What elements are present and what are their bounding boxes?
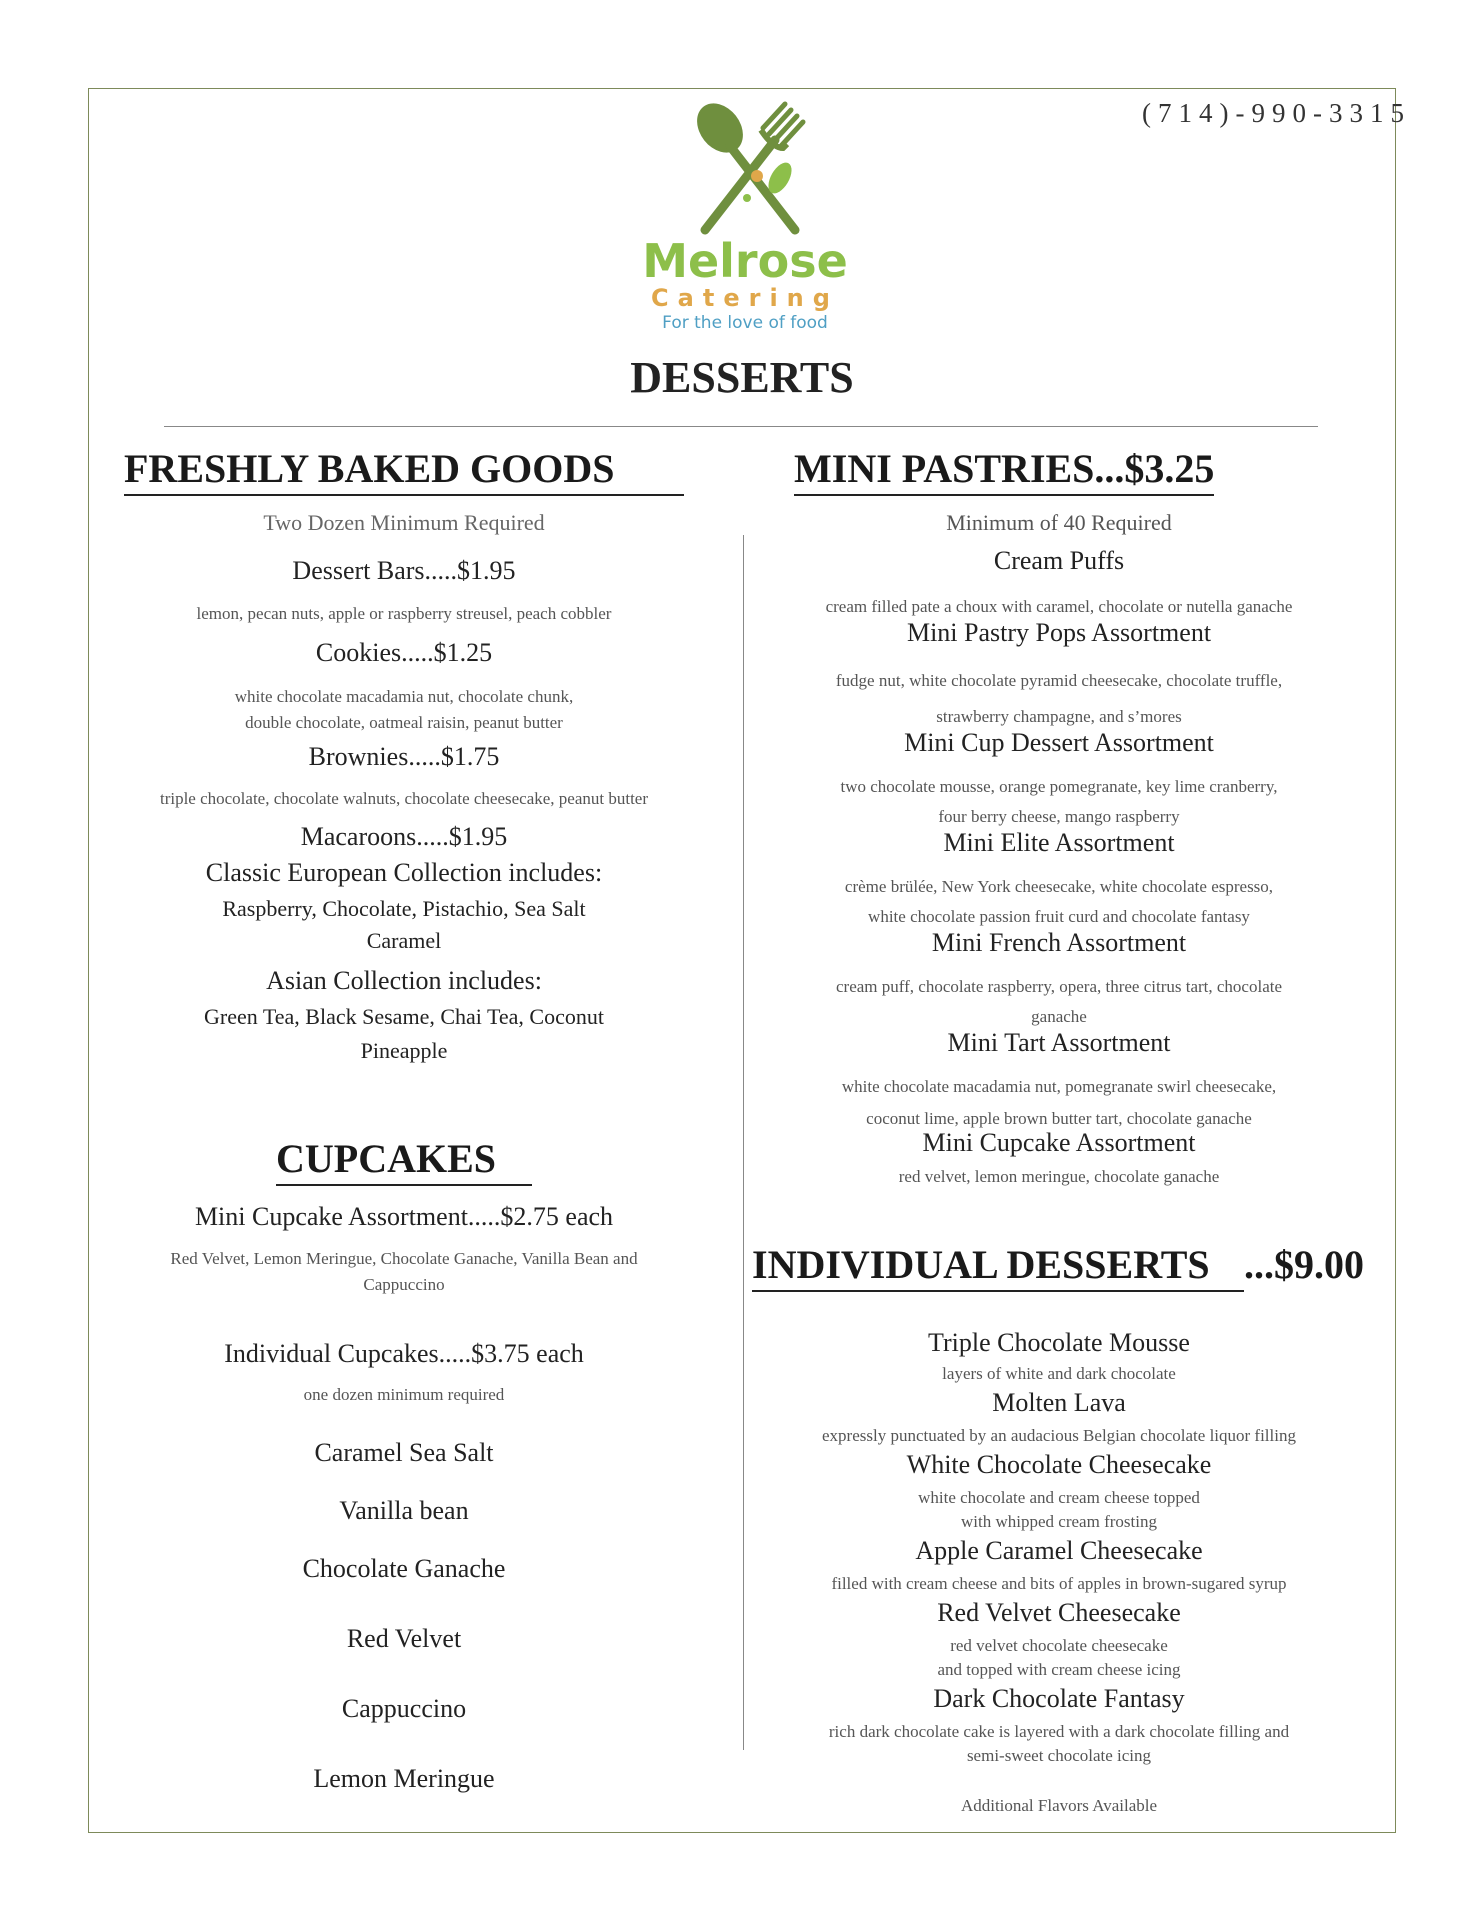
item-desc: ganache (1031, 1007, 1087, 1026)
item-desc: triple chocolate, chocolate walnuts, chocolate cheesecake, peanut butter (159, 789, 649, 808)
pastries-requirement: Minimum of 40 Required (946, 510, 1172, 535)
pastry-item: Cream Puffs (993, 546, 1125, 575)
item-desc: rich dark chocolate cake is layered with a dark chocolate filling and (828, 1722, 1290, 1741)
item-desc: strawberry champagne, and s’mores (936, 707, 1182, 726)
right-column (742, 444, 1376, 1824)
baked-requirement: Two Dozen Minimum Required (263, 510, 545, 535)
phone-number[interactable]: (714)-990-3315 (1142, 98, 1411, 128)
item-desc: Red Velvet, Lemon Meringue, Chocolate Ganache, Vanilla Bean and (170, 1249, 638, 1268)
item-desc: four berry cheese, mango raspberry (938, 807, 1180, 826)
individual-desserts-heading (752, 1240, 1382, 1292)
pastry-item: Mini Cupcake Assortment (922, 1128, 1196, 1157)
cupcake-flavor: Lemon Meringue (313, 1764, 495, 1793)
cupcakes-heading: CUPCAKES (276, 1134, 532, 1186)
item-desc: two chocolate mousse, orange pomegranate, key lime cranberry, (840, 777, 1278, 796)
item-macaroons: Macaroons.....$1.95 (300, 822, 508, 851)
fork-spoon-icon (675, 98, 815, 240)
macaroons-asian-flavors: Pineapple (360, 1038, 448, 1063)
cupcake-flavor: Red Velvet (346, 1624, 462, 1653)
brand-tagline: For the love of food (662, 313, 828, 333)
mini-pastries-heading: MINI PASTRIES...$3.25 (794, 444, 1214, 496)
item-individual-cupcakes: Individual Cupcakes.....$3.75 each (224, 1339, 584, 1368)
individual-desserts-price: ...$9.00 (1244, 1242, 1364, 1287)
item-desc: red velvet, lemon meringue, chocolate ganache (898, 1167, 1220, 1186)
item-desc: fudge nut, white chocolate pyramid cheesecake, chocolate truffle, (835, 671, 1283, 690)
item-desc: layers of white and dark chocolate (942, 1364, 1176, 1383)
item-desc: cream filled pate a choux with caramel, chocolate or nutella ganache (825, 597, 1293, 616)
macaroons-asian-flavors: Green Tea, Black Sesame, Chai Tea, Coconut (204, 1004, 604, 1029)
item-desc: filled with cream cheese and bits of apples in brown-sugared syrup (831, 1574, 1287, 1593)
company-logo (630, 98, 860, 338)
item-desc: Cappuccino (363, 1275, 445, 1294)
pastry-item: Mini French Assortment (931, 928, 1187, 957)
pastry-item: Mini Elite Assortment (943, 828, 1175, 857)
item-desc: red velvet chocolate cheesecake (950, 1636, 1168, 1655)
item-desc: expressly punctuated by an audacious Belgian chocolate liquor filling (822, 1426, 1296, 1445)
cupcake-flavor: Caramel Sea Salt (314, 1438, 494, 1467)
page-title: DESSERTS (630, 353, 854, 402)
individual-item: Dark Chocolate Fantasy (933, 1684, 1185, 1713)
cupcake-flavor: Cappuccino (341, 1694, 467, 1723)
macaroons-classic-label: Classic European Collection includes: (205, 858, 603, 887)
macaroons-classic-flavors: Raspberry, Chocolate, Pistachio, Sea Salt (222, 896, 586, 921)
item-desc: crème brülée, New York cheesecake, white chocolate espresso, (844, 877, 1274, 896)
individual-desserts-heading-text: INDIVIDUAL DESSERTS (752, 1240, 1244, 1292)
macaroons-classic-flavors: Caramel (366, 928, 442, 953)
item-dessert-bars: Dessert Bars.....$1.95 (292, 556, 516, 585)
item-brownies: Brownies.....$1.75 (308, 742, 500, 771)
item-desc: white chocolate passion fruit curd and chocolate fantasy (868, 907, 1250, 926)
item-desc: white chocolate and cream cheese topped (918, 1488, 1200, 1507)
item-desc: coconut lime, apple brown butter tart, chocolate ganache (866, 1109, 1252, 1128)
item-desc: one dozen minimum required (303, 1385, 505, 1404)
left-column (124, 444, 684, 1824)
item-desc: with whipped cream frosting (961, 1512, 1157, 1531)
individual-item: White Chocolate Cheesecake (906, 1450, 1212, 1479)
individual-item: Apple Caramel Cheesecake (915, 1536, 1203, 1565)
individual-item: Red Velvet Cheesecake (937, 1598, 1181, 1627)
macaroons-asian-label: Asian Collection includes: (266, 966, 542, 995)
item-desc: and topped with cream cheese icing (937, 1660, 1181, 1679)
item-desc: semi-sweet chocolate icing (966, 1746, 1152, 1765)
brand-sub: Catering (651, 284, 839, 312)
item-desc: lemon, pecan nuts, apple or raspberry streusel, peach cobbler (196, 604, 612, 623)
item-desc: double chocolate, oatmeal raisin, peanut butter (245, 713, 563, 732)
item-desc: cream puff, chocolate raspberry, opera, three citrus tart, chocolate (835, 977, 1283, 996)
additional-flavors-note: Additional Flavors Available (960, 1796, 1158, 1815)
pastry-item: Mini Tart Assortment (947, 1028, 1171, 1057)
brand-name: Melrose (642, 234, 848, 288)
pastry-item: Mini Cup Dessert Assortment (904, 728, 1214, 757)
cupcake-flavor: Chocolate Ganache (302, 1554, 506, 1583)
item-desc: white chocolate macadamia nut, pomegranate swirl cheesecake, (841, 1077, 1277, 1096)
pastry-item: Mini Pastry Pops Assortment (906, 618, 1212, 647)
cupcake-flavor: Vanilla bean (339, 1496, 469, 1525)
item-mini-cupcakes: Mini Cupcake Assortment.....$2.75 each (194, 1202, 614, 1231)
header-divider (164, 426, 1318, 427)
individual-item: Molten Lava (992, 1388, 1126, 1417)
item-cookies: Cookies.....$1.25 (315, 638, 493, 667)
baked-goods-heading: FRESHLY BAKED GOODS (124, 444, 684, 496)
item-desc: white chocolate macadamia nut, chocolate chunk, (234, 687, 574, 706)
individual-item: Triple Chocolate Mousse (928, 1328, 1190, 1357)
